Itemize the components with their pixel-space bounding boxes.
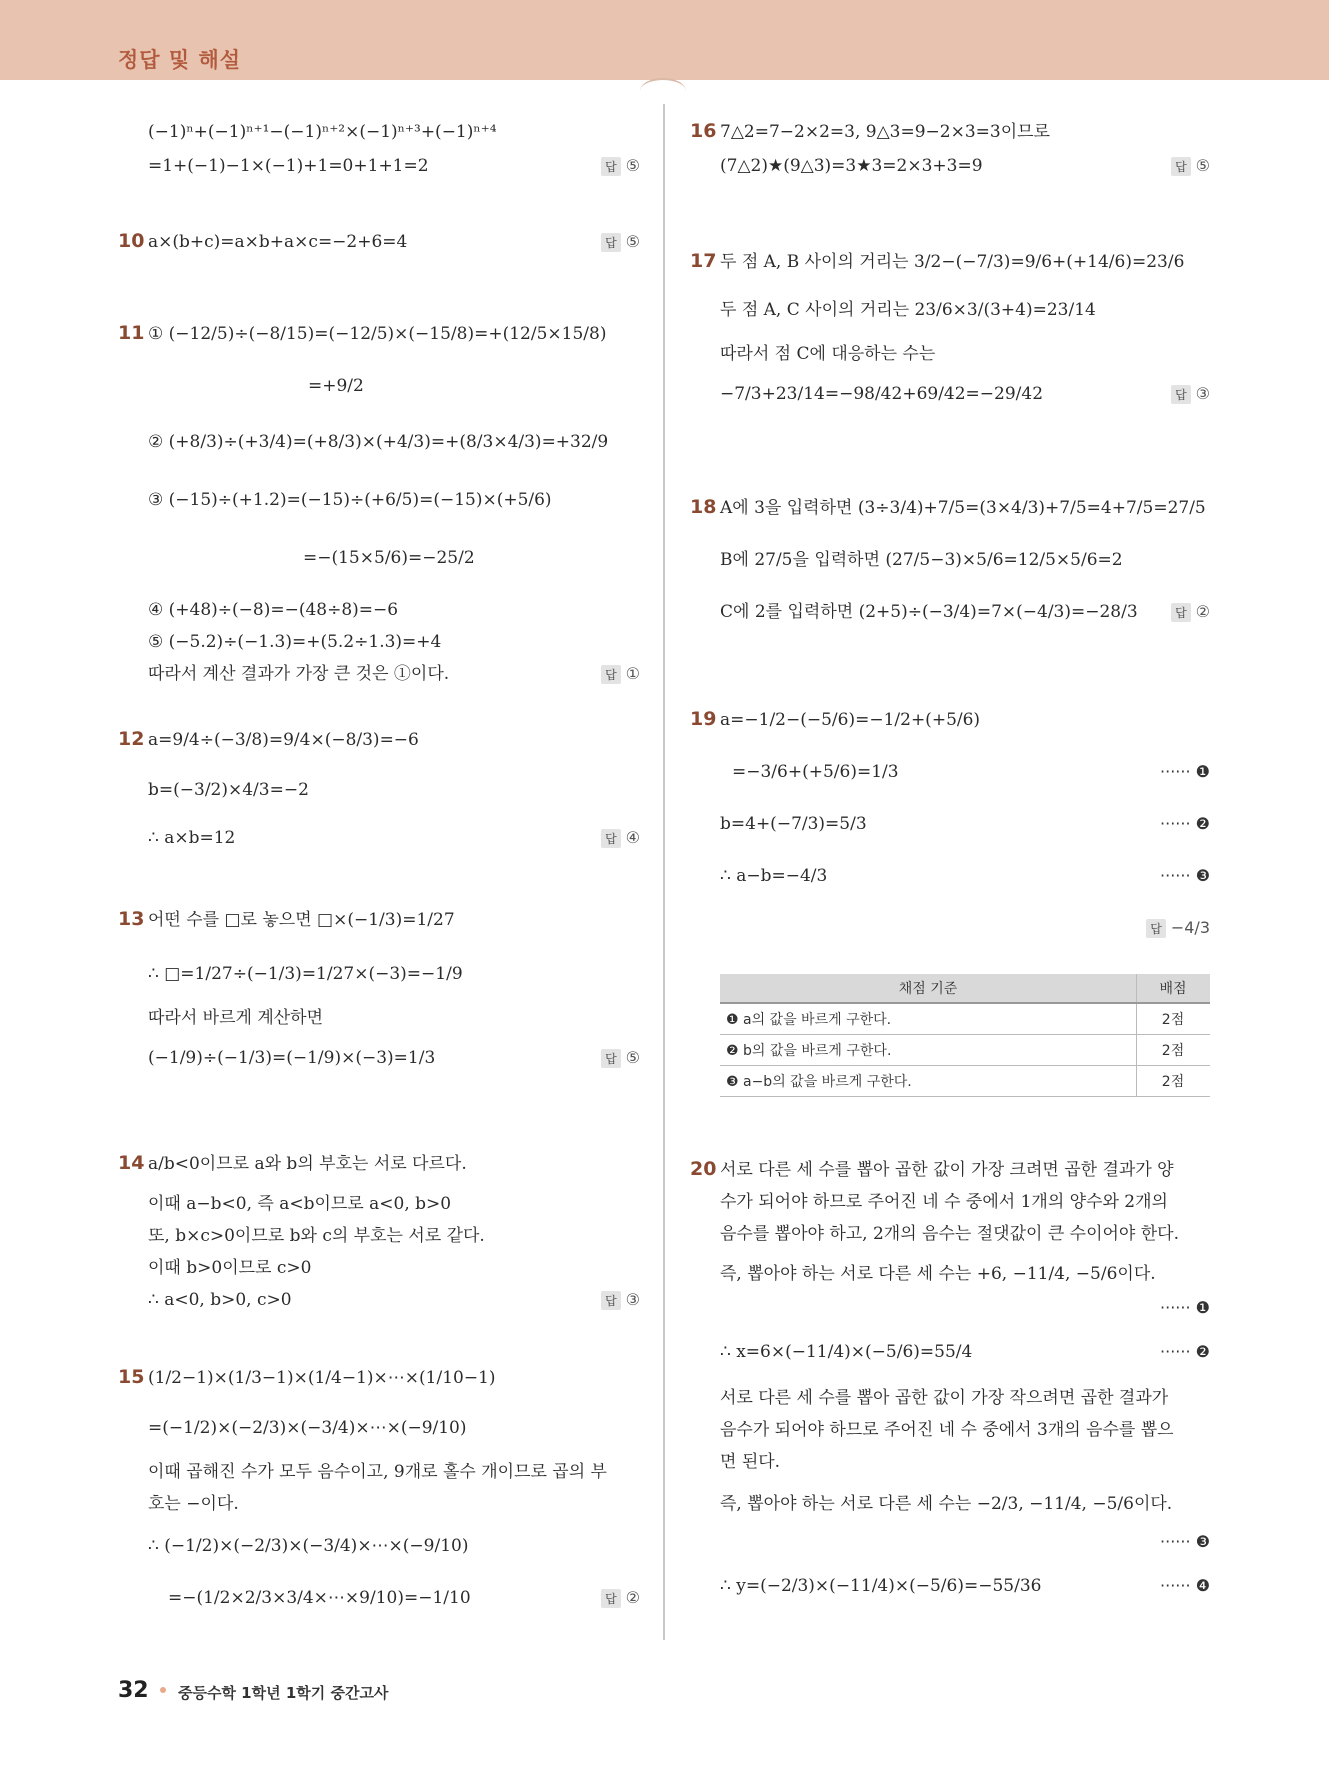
solution-line: ∴ y=(−2/3)×(−11/4)×(−5/6)=−55/36: [720, 1576, 1042, 1596]
answer-tag: 답: [601, 1589, 621, 1608]
solution-line: 두 점 A, C 사이의 거리는 23/6×3/(3+4)=23/14: [720, 300, 1096, 320]
grading-table: [720, 974, 1210, 1097]
answer-tag: 답: [1171, 385, 1191, 404]
answer-mark: 답 ③: [601, 1290, 640, 1310]
solution-line: 음수가 되어야 하므로 주어진 네 수 중에서 3개의 음수를 뽑으: [720, 1420, 1174, 1440]
grading-header-points: 배점: [1137, 974, 1211, 1003]
step-marker: ······ ❶: [1160, 1298, 1210, 1317]
grading-header-criterion: 채점 기준: [720, 974, 1137, 1003]
solution-line: a=9/4÷(−3/8)=9/4×(−8/3)=−6: [148, 730, 419, 750]
solution-line: ∴ a<0, b>0, c>0: [148, 1290, 292, 1310]
solution-line: 어떤 수를 □로 놓으면 □×(−1/3)=1/27: [148, 910, 455, 930]
solution-line: ④ (+48)÷(−8)=−(48÷8)=−6: [148, 600, 399, 620]
problem-number: 14: [118, 1152, 145, 1174]
solution-line: ⑤ (−5.2)÷(−1.3)=+(5.2÷1.3)=+4: [148, 632, 442, 652]
solution-line: ∴ a×b=12: [148, 828, 236, 848]
solution-line: 수가 되어야 하므로 주어진 네 수 중에서 1개의 양수와 2개의: [720, 1192, 1168, 1212]
solution-line: =−3/6+(+5/6)=1/3: [732, 762, 899, 782]
solution-line: 두 점 A, B 사이의 거리는 3/2−(−7/3)=9/6+(+14/6)=23/6: [720, 252, 1185, 272]
problem-number: 10: [118, 230, 145, 252]
solution-line: −7/3+23/14=−98/42+69/42=−29/42: [720, 384, 1044, 404]
page-number: 32: [118, 1678, 149, 1703]
grading-criterion: ❷ b의 값을 바르게 구한다.: [720, 1035, 1137, 1066]
problem-number: 16: [690, 120, 717, 142]
solution-line: B에 27/5을 입력하면 (27/5−3)×5/6=12/5×5/6=2: [720, 550, 1123, 570]
solution-line: C에 2를 입력하면 (2+5)÷(−3/4)=7×(−4/3)=−28/3: [720, 602, 1138, 622]
right-column: [690, 110, 1210, 1650]
left-column: [118, 110, 640, 1650]
problem-number: 11: [118, 322, 145, 344]
page-title: 정답 및 해설: [118, 48, 242, 72]
footer-dot: [160, 1687, 166, 1693]
solution-line: (−1/9)÷(−1/3)=(−1/9)×(−3)=1/3: [148, 1048, 436, 1068]
step-marker: ······ ❷: [1160, 1342, 1210, 1361]
answer-tag: 답: [1171, 603, 1191, 622]
solution-line: b=4+(−7/3)=5/3: [720, 814, 867, 834]
solution-line: 따라서 계산 결과가 가장 큰 것은 ①이다.: [148, 664, 450, 684]
step-marker: ······ ❹: [1160, 1576, 1210, 1595]
solution-line: 따라서 바르게 계산하면: [148, 1008, 324, 1028]
step-marker: ······ ❷: [1160, 814, 1210, 833]
solution-line: =1+(−1)−1×(−1)+1=0+1+1=2: [148, 156, 429, 176]
solution-line: a=−1/2−(−5/6)=−1/2+(+5/6): [720, 710, 981, 730]
answer-tag: 답: [601, 829, 621, 848]
column-divider: [663, 80, 665, 1640]
solution-line: 이때 b>0이므로 c>0: [148, 1258, 312, 1278]
answer-tag: 답: [601, 665, 621, 684]
solution-line: b=(−3/2)×4/3=−2: [148, 780, 309, 800]
problem-number: 12: [118, 728, 145, 750]
grading-criterion: ❸ a−b의 값을 바르게 구한다.: [720, 1066, 1137, 1097]
answer-mark: 답 ⑤: [601, 156, 640, 176]
solution-line: 서로 다른 세 수를 뽑아 곱한 값이 가장 작으려면 곱한 결과가: [720, 1388, 1169, 1408]
answer-mark: 답 ⑤: [601, 1048, 640, 1068]
answer-tag: 답: [601, 1291, 621, 1310]
table-row: [720, 1003, 1210, 1035]
answer-tag: 답: [601, 233, 621, 252]
solution-line: ∴ (−1/2)×(−2/3)×(−3/4)×⋯×(−9/10): [148, 1536, 469, 1556]
grading-points: 2점: [1137, 1035, 1211, 1066]
solution-line: 음수를 뽑아야 하고, 2개의 음수는 절댓값이 큰 수이어야 한다.: [720, 1224, 1179, 1244]
answer-mark: 답 ③: [1171, 384, 1210, 404]
solution-line: =−(1/2×2/3×3/4×⋯×9/10)=−1/10: [168, 1588, 471, 1608]
solution-line: ∴ a−b=−4/3: [720, 866, 828, 886]
solution-line: 또, b×c>0이므로 b와 c의 부호는 서로 같다.: [148, 1226, 485, 1246]
answer-mark: 답 ②: [1171, 602, 1210, 622]
problem-number: 18: [690, 496, 717, 518]
solution-line: 이때 a−b<0, 즉 a<b이므로 a<0, b>0: [148, 1194, 452, 1214]
solution-line: 호는 −이다.: [148, 1494, 239, 1514]
solution-line: 즉, 뽑아야 하는 서로 다른 세 수는 +6, −11/4, −5/6이다.: [720, 1264, 1156, 1284]
solution-line: a/b<0이므로 a와 b의 부호는 서로 다르다.: [148, 1154, 467, 1174]
solution-line: a×(b+c)=a×b+a×c=−2+6=4: [148, 232, 408, 252]
answer-mark: 답 ⑤: [601, 232, 640, 252]
table-row: [720, 1035, 1210, 1066]
solution-line: ③ (−15)÷(+1.2)=(−15)÷(+6/5)=(−15)×(+5/6): [148, 490, 552, 510]
problem-number: 17: [690, 250, 717, 272]
solution-line: A에 3을 입력하면 (3÷3/4)+7/5=(3×4/3)+7/5=4+7/5=27/5: [720, 498, 1206, 518]
solution-line: (7△2)★(9△3)=3★3=2×3+3=9: [720, 156, 983, 176]
answer-tag: 답: [601, 157, 621, 176]
grading-points: 2점: [1137, 1003, 1211, 1035]
problem-number: 19: [690, 708, 717, 730]
solution-line: 따라서 점 C에 대응하는 수는: [720, 344, 936, 364]
step-marker: ······ ❸: [1160, 866, 1210, 885]
solution-line: ① (−12/5)÷(−8/15)=(−12/5)×(−15/8)=+(12/5×15/8): [148, 324, 607, 344]
solution-line: =−(15×5/6)=−25/2: [303, 548, 475, 568]
solution-line: 이때 곱해진 수가 모두 음수이고, 9개로 홀수 개이므로 곱의 부: [148, 1462, 607, 1482]
solution-line: 7△2=7−2×2=3, 9△3=9−2×3=3이므로: [720, 122, 1050, 142]
solution-line: ② (+8/3)÷(+3/4)=(+8/3)×(+4/3)=+(8/3×4/3)=+32/9: [148, 432, 609, 452]
grading-criterion: ❶ a의 값을 바르게 구한다.: [720, 1003, 1137, 1035]
problem-number: 20: [690, 1158, 717, 1180]
step-marker: ······ ❶: [1160, 762, 1210, 781]
solution-line: =(−1/2)×(−2/3)×(−3/4)×⋯×(−9/10): [148, 1418, 467, 1438]
answer-tag: 답: [1171, 157, 1191, 176]
solution-line: 서로 다른 세 수를 뽑아 곱한 값이 가장 크려면 곱한 결과가 양: [720, 1160, 1174, 1180]
solution-line: (1/2−1)×(1/3−1)×(1/4−1)×⋯×(1/10−1): [148, 1368, 496, 1388]
solution-line: 즉, 뽑아야 하는 서로 다른 세 수는 −2/3, −11/4, −5/6이다.: [720, 1494, 1173, 1514]
answer-mark: 답 ①: [601, 664, 640, 684]
answer-tag: 답: [1146, 919, 1166, 938]
grading-points: 2점: [1137, 1066, 1211, 1097]
table-row: [720, 1066, 1210, 1097]
problem-number: 13: [118, 908, 145, 930]
solution-line: ∴ x=6×(−11/4)×(−5/6)=55/4: [720, 1342, 973, 1362]
header-notch: [640, 78, 686, 104]
solution-line: 면 된다.: [720, 1452, 781, 1472]
book-title: 중등수학 1학년 1학기 중간고사: [178, 1684, 389, 1702]
problem-number: 15: [118, 1366, 145, 1388]
answer-mark: 답 ②: [601, 1588, 640, 1608]
answer-mark: 답 −4/3: [1146, 918, 1210, 938]
answer-mark: 답 ④: [601, 828, 640, 848]
answer-tag: 답: [601, 1049, 621, 1068]
solution-line: ∴ □=1/27÷(−1/3)=1/27×(−3)=−1/9: [148, 964, 463, 984]
solution-line: =+9/2: [308, 376, 364, 396]
solution-line: (−1)ⁿ+(−1)ⁿ⁺¹−(−1)ⁿ⁺²×(−1)ⁿ⁺³+(−1)ⁿ⁺⁴: [148, 122, 497, 142]
answer-mark: 답 ⑤: [1171, 156, 1210, 176]
step-marker: ······ ❸: [1160, 1532, 1210, 1551]
